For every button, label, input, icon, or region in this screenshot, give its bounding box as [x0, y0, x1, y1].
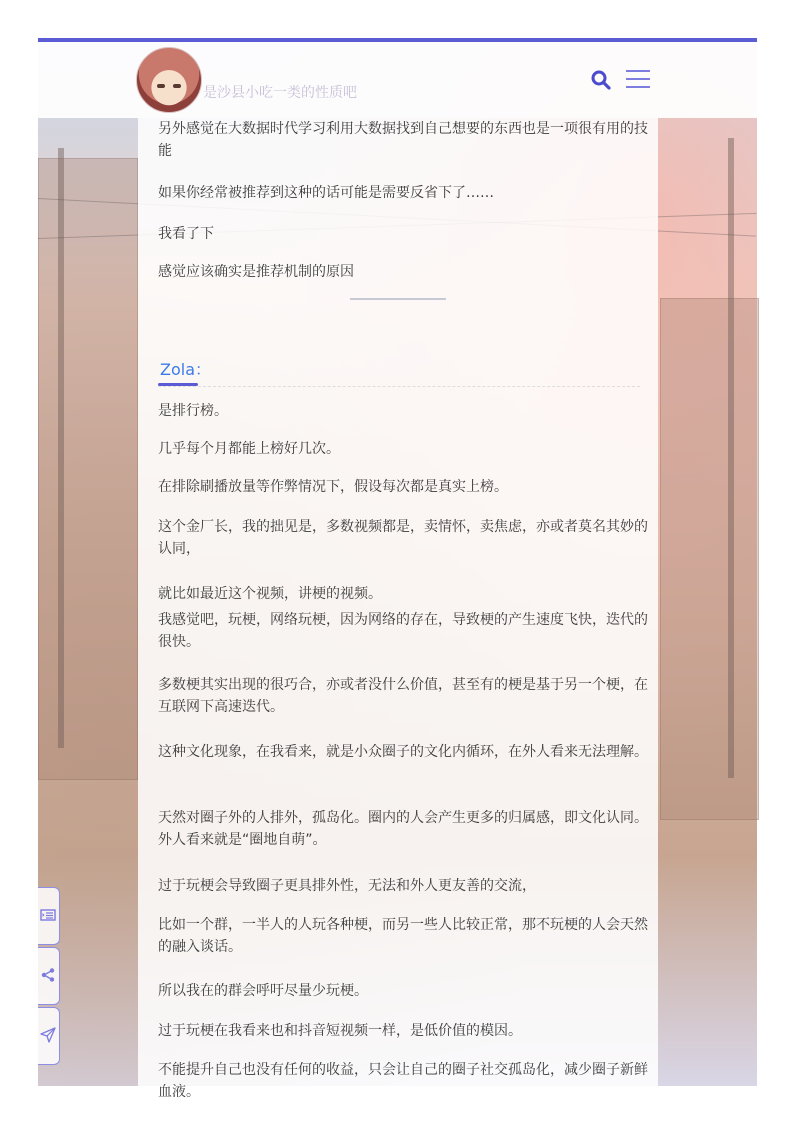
comment-paragraph: 这个金厂长，我的拙见是，多数视频都是，卖情怀，卖焦虑，亦或者莫名其妙的认同，	[158, 519, 648, 557]
toc-button[interactable]	[38, 887, 60, 945]
background-building-left	[38, 158, 138, 780]
comment-paragraph: 如果你经常被推荐到这种的话可能是需要反省下了……	[158, 185, 494, 201]
scrolled-text-under-header: 是沙县小吃一类的性质吧	[203, 85, 357, 101]
comment-paragraph: 所以我在的群会呼吁尽量少玩梗。	[158, 983, 368, 999]
comment-paragraph: 这种文化现象，在我看来，就是小众圈子的文化内循环，在外人看来无法理解。	[158, 744, 648, 760]
send-icon	[40, 1027, 56, 1043]
comment-paragraph: 是排行榜。	[158, 403, 228, 419]
toc-icon	[40, 907, 56, 923]
send-button[interactable]	[38, 1007, 60, 1065]
comment-paragraph: 不能提升自己也没有任何的收益，只会让自己的圈子社交孤岛化，减少圈子新鲜血液。	[158, 1062, 648, 1100]
comment-author-name[interactable]: Zola：	[160, 360, 212, 379]
comment-paragraph: 过于玩梗会导致圈子更具排外性，无法和外人更友善的交流，	[158, 878, 536, 894]
comment-paragraph: 我看了下	[158, 226, 214, 242]
comment-paragraph: 多数梗其实出现的很巧合，亦或者没什么价值，甚至有的梗是基于另一个梗，在互联网下高速迭代。	[158, 677, 648, 715]
comment-paragraph: 我感觉吧，玩梗，网络玩梗，因为网络的存在，导致梗的产生速度飞快，迭代的很快。	[158, 612, 648, 650]
share-icon	[40, 967, 56, 983]
site-header	[38, 42, 757, 118]
comment-paragraph: 天然对圈子外的人排外，孤岛化。圈内的人会产生更多的归属感，即文化认同。外人看来就是“圈地自萌”。	[158, 810, 648, 848]
comment-divider	[350, 298, 446, 300]
comment-paragraph: 另外感觉在大数据时代学习利用大数据找到自己想要的东西也是一项很有用的技能	[158, 121, 648, 159]
avatar-eye	[173, 84, 181, 88]
avatar[interactable]	[136, 47, 202, 113]
menu-icon[interactable]	[625, 68, 651, 90]
comment-paragraph: 几乎每个月都能上榜好几次。	[158, 441, 340, 457]
author-separator	[158, 386, 640, 387]
avatar-eye	[157, 84, 165, 88]
comment-paragraph: 感觉应该确实是推荐机制的原因	[158, 264, 354, 280]
background-building-right	[660, 298, 759, 820]
comment-paragraph: 在排除刷播放量等作弊情况下，假设每次都是真实上榜。	[158, 479, 508, 495]
comment-content-panel	[138, 118, 658, 1100]
share-button[interactable]	[38, 947, 60, 1005]
comment-paragraph: 就比如最近这个视频，讲梗的视频。	[158, 586, 382, 602]
comment-paragraph: 比如一个群，一半人的人玩各种梗，而另一些人比较正常，那不玩梗的人会天然的融入谈话。	[158, 917, 648, 955]
search-icon[interactable]	[590, 69, 612, 91]
page-frame	[38, 38, 757, 1100]
comment-paragraph: 过于玩梗在我看来也和抖音短视频一样，是低价值的模因。	[158, 1023, 522, 1039]
